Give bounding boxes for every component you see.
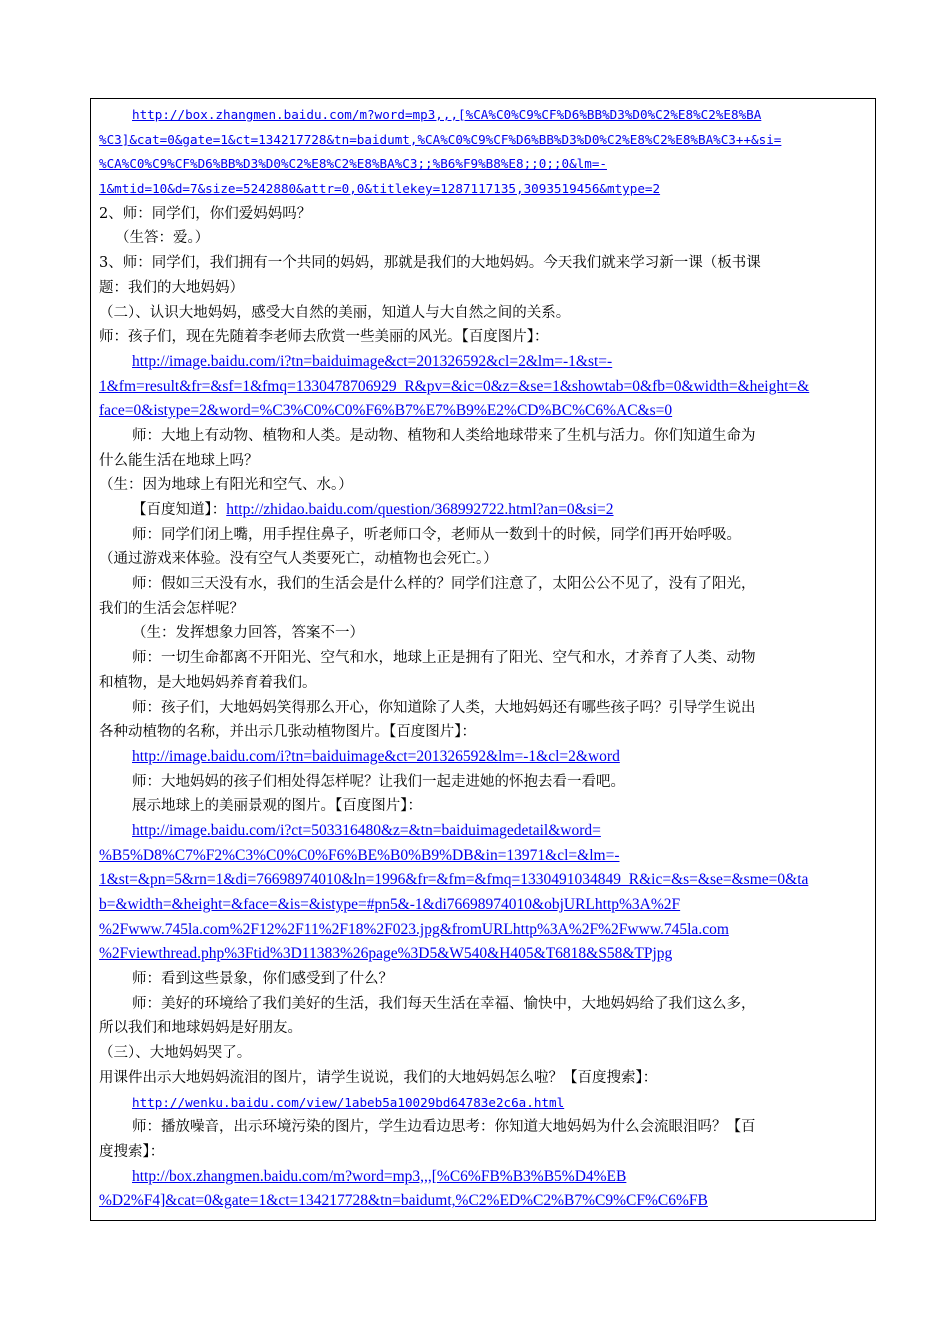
paragraph-line: 题：我们的大地妈妈） bbox=[99, 279, 244, 296]
hyperlink[interactable]: b=&width=&height=&face=&is=&istype=#pn5&-1&di76698974010&objURLhttp%3A%2F bbox=[99, 896, 681, 913]
paragraph-line: 师：一切生命都离不开阳光、空气和水，地球上正是拥有了阳光、空气和水，才养育了人类、动物 bbox=[132, 650, 756, 667]
paragraph-line: 师：孩子们，现在先随着李老师去欣赏一些美丽的风光。【百度图片】： bbox=[99, 329, 549, 346]
hyperlink-line bbox=[99, 177, 869, 202]
paragraph-line: （生答：爱。） bbox=[115, 230, 210, 247]
paragraph-line: 师：看到这些景象，你们感受到了什么？ bbox=[132, 971, 393, 988]
hyperlink-line bbox=[99, 893, 869, 918]
hyperlink[interactable]: %C3]&cat=0&gate=1&ct=134217728&tn=baidumt,%CA%C0%C9%CF%D6%BB%D3%D0%C2%E8%C2%E8%BA%C3++&si= bbox=[99, 131, 782, 147]
hyperlink-line bbox=[99, 399, 869, 424]
paragraph-line: 师：假如三天没有水，我们的生活会是什么样的？同学们注意了，太阳公公不见了，没有了阳光， bbox=[132, 576, 756, 593]
hyperlink[interactable]: 1&fm=result&fr=&sf=1&fmq=1330478706929_R&pv=&ic=0&z=&se=1&showtab=0&fb=0&width=&height=& bbox=[99, 377, 810, 395]
paragraph-line: 3、师：同学们，我们拥有一个共同的妈妈，那就是我们的大地妈妈。今天我们就来学习新一课（板书课 bbox=[99, 255, 761, 272]
hyperlink[interactable]: http://wenku.baidu.com/view/1abeb5a10029bd64783e2c6a.html bbox=[132, 1094, 565, 1110]
hyperlink[interactable]: 1&mtid=10&d=7&size=5242880&attr=0,0&titlekey=1287117135,3093519456&mtype=2 bbox=[99, 181, 661, 197]
paragraph-line: （二）、认识大地妈妈，感受大自然的美丽，知道人与大自然之间的关系。 bbox=[99, 304, 571, 321]
hyperlink-line bbox=[99, 375, 869, 400]
hyperlink-line bbox=[99, 128, 869, 153]
paragraph-line: （生：发挥想象力回答，答案不一） bbox=[132, 625, 364, 642]
hyperlink[interactable]: http://image.baidu.com/i?tn=baiduimage&ct=201326592&lm=-1&cl=2&word bbox=[132, 747, 620, 765]
paragraph-line: 师：同学们闭上嘴，用手捏住鼻子，听老师口令，老师从一数到十的时候，同学们再开始呼吸。 bbox=[132, 526, 741, 543]
hyperlink[interactable]: http://box.zhangmen.baidu.com/m?word=mp3,,,[%C6%FB%B3%B5%D4%EB bbox=[132, 1167, 627, 1185]
paragraph-line: 度搜索】： bbox=[99, 1143, 165, 1160]
hyperlink-line bbox=[99, 844, 869, 869]
paragraph-line: 我们的生活会怎样呢？ bbox=[99, 600, 244, 617]
hyperlink[interactable]: face=0&istype=2&word=%C3%C0%C0%F6%B7%E7%B9%E2%CD%BC%C6%AC&s=0 bbox=[99, 402, 673, 420]
hyperlink-line bbox=[99, 1189, 869, 1214]
paragraph-line: 师：孩子们，大地妈妈笑得那么开心，你知道除了人类，大地妈妈还有哪些孩子吗？引导学生说出 bbox=[132, 699, 756, 716]
paragraph-line: 师：播放噪音，出示环境污染的图片，学生边看边思考：你知道大地妈妈为什么会流眼泪吗？【百 bbox=[132, 1119, 756, 1136]
hyperlink-line bbox=[99, 819, 869, 844]
paragraph-line: 师：大地上有动物、植物和人类。是动物、植物和人类给地球带来了生机与活力。你们知道生命为 bbox=[132, 427, 756, 444]
hyperlink[interactable]: %D2%F4]&cat=0&gate=1&ct=134217728&tn=baidumt,%C2%ED%C2%B7%C9%CF%C6%FB bbox=[99, 1192, 708, 1210]
hyperlink-line bbox=[99, 868, 869, 893]
paragraph-line: 各种动植物的名称，并出示几张动植物图片。【百度图片】： bbox=[99, 724, 476, 741]
hyperlink[interactable]: http://image.baidu.com/i?ct=503316480&z=&tn=baiduimagedetail&word= bbox=[132, 821, 601, 839]
hyperlink[interactable]: http://image.baidu.com/i?tn=baiduimage&ct=201326592&cl=2&lm=-1&st=- bbox=[132, 352, 613, 370]
paragraph-line: 展示地球上的美丽景观的图片。【百度图片】： bbox=[132, 798, 422, 815]
hyperlink-line bbox=[99, 918, 869, 943]
hyperlink[interactable]: %B5%D8%C7%F2%C3%C0%C0%F6%BE%B0%B9%DB&in=13971&cl=&lm=- bbox=[99, 846, 620, 864]
document-body bbox=[99, 103, 869, 1214]
hyperlink-line bbox=[99, 1165, 869, 1190]
paragraph-line: 所以我们和地球妈妈是好朋友。 bbox=[99, 1020, 302, 1037]
paragraph-line: 师：大地妈妈的孩子们相处得怎样呢？让我们一起走进她的怀抱去看一看吧。 bbox=[132, 773, 625, 790]
hyperlink[interactable]: http://zhidao.baidu.com/question/368992722.html?an=0&si=2 bbox=[226, 501, 614, 518]
hyperlink-line bbox=[99, 745, 869, 770]
hyperlink-line bbox=[99, 942, 869, 967]
hyperlink-line bbox=[99, 152, 869, 177]
paragraph-line-with-link bbox=[99, 498, 869, 523]
hyperlink-line bbox=[99, 103, 869, 128]
paragraph-line: （三）、大地妈妈哭了。 bbox=[99, 1045, 252, 1062]
paragraph-line: 用课件出示大地妈妈流泪的图片，请学生说说，我们的大地妈妈怎么啦？【百度搜索】： bbox=[99, 1069, 658, 1086]
paragraph-line: 什么能生活在地球上吗？ bbox=[99, 452, 259, 469]
paragraph-line: 2、师：同学们，你们爱妈妈吗？ bbox=[99, 205, 312, 222]
table-cell-frame bbox=[90, 98, 876, 1221]
hyperlink-line bbox=[99, 350, 869, 375]
hyperlink[interactable]: http://box.zhangmen.baidu.com/m?word=mp3,,,[%CA%C0%C9%CF%D6%BB%D3%D0%C2%E8%C2%E8%BA bbox=[132, 107, 762, 122]
paragraph-line: 师：美好的环境给了我们美好的生活，我们每天生活在幸福、愉快中，大地妈妈给了我们这么多， bbox=[132, 995, 756, 1012]
link-prefix-label: 【百度知道】： bbox=[132, 502, 227, 518]
hyperlink[interactable]: %CA%C0%C9%CF%D6%BB%D3%D0%C2%E8%C2%E8%BA%C3;;%B6%F9%B8%E8;;0;;0&lm=- bbox=[99, 156, 607, 172]
hyperlink-line bbox=[99, 1091, 869, 1116]
hyperlink[interactable]: 1&st=&pn=5&rn=1&di=76698974010&ln=1996&fr=&fm=&fmq=1330491034849_R&ic=&s=&se=&sme=0&ta bbox=[99, 871, 809, 889]
hyperlink[interactable]: %2Fwww.745la.com%2F12%2F11%2F18%2F023.jpg&fromURLhttp%3A%2F%2Fwww.745la.com bbox=[99, 920, 729, 938]
paragraph-line: （生：因为地球上有阳光和空气、水。） bbox=[99, 477, 353, 494]
hyperlink[interactable]: %2Fviewthread.php%3Ftid%3D11383%26page%3D5&W540&H405&T6818&S58&TPjpg bbox=[99, 945, 673, 963]
paragraph-line: 和植物，是大地妈妈养育着我们。 bbox=[99, 674, 317, 691]
paragraph-line: （通过游戏来体验。没有空气人类要死亡，动植物也会死亡。） bbox=[99, 551, 498, 568]
